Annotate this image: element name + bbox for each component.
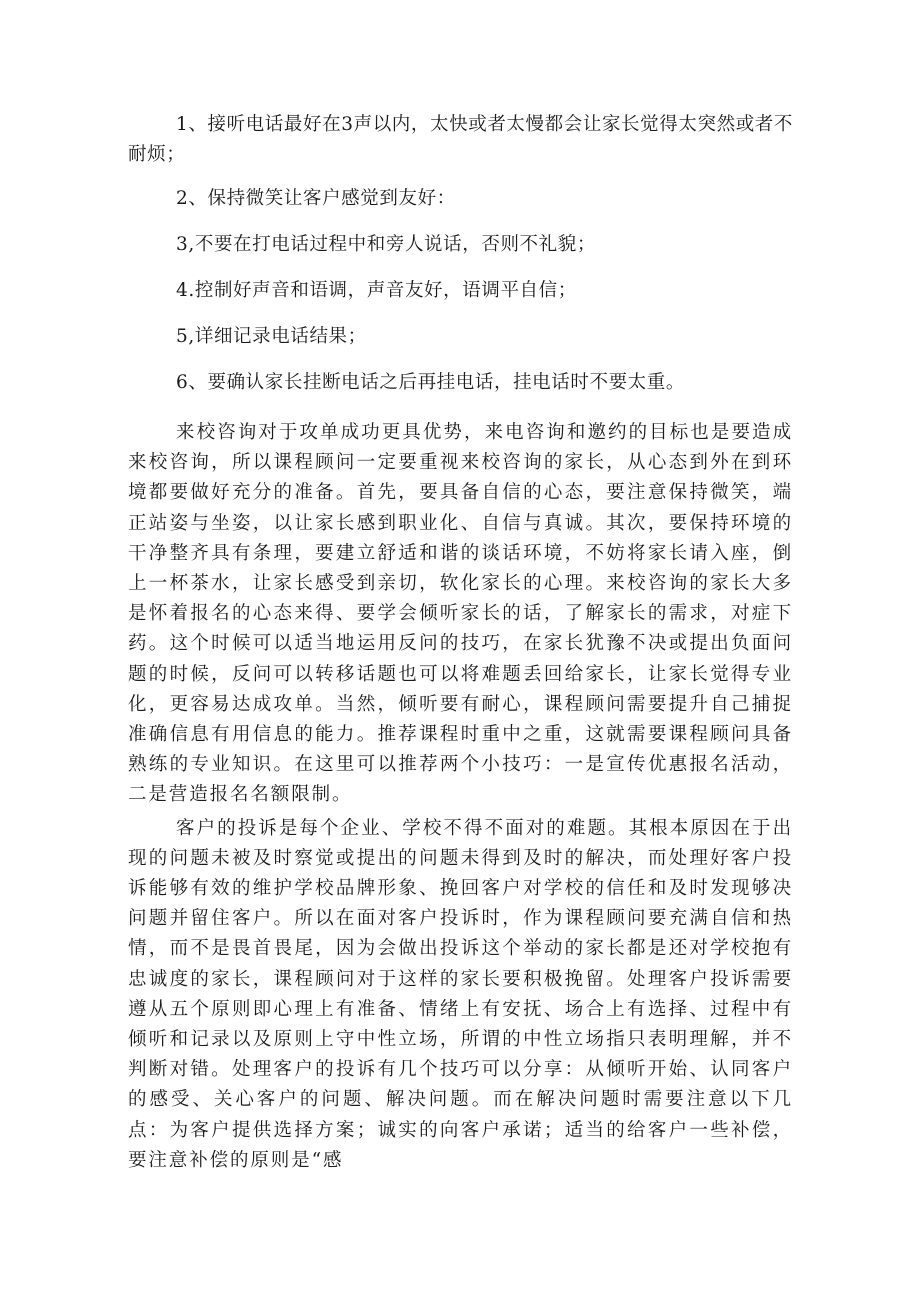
list-item: 5,详细记录电话结果； [176,326,367,347]
paragraph-customer-complaints: 客户的投诉是每个企业、学校不得不面对的难题。其根本原因在于出现的问题未被及时察觉或提出的问题未得到及时的解决，而处理好客户投诉能够有效的维护学校品牌形象、挽回客户对学校的信任和及时发现够决问题并留住客户。所以在面对客户投诉时，作为课程顾问要充满自信和热情，而不是畏首畏尾，因为会做出投诉这个举动的家长都是还对学校抱有忠诚度的家长，课程顾问对于这样的家长要积极挽留。处理客户投诉需要遵从五个原则即心理上有准备、情绪上有安抚、场合上有选择、过程中有倾听和记录以及原则上守中性立场，所谓的中性立场指只表明理解，并不判断对错。处理客户的投诉有几个技巧可以分享：从倾听开始、认同客户的感受、关心客户的问题、解决问题。而在解决问题时需要注意以下几点：为客户提供选择方案；诚实的向客户承诺；适当的给客户一些补偿，要注意补偿的原则是“感 [128,817,793,1171]
list-item: 3,不要在打电话过程中和旁人说话，否则不礼貌； [176,234,596,255]
list-item: 6、要确认家长挂断电话之后再挂电话，挂电话时不要太重。 [176,372,685,393]
document-body [128,110,793,1176]
list-item: 2、保持微笑让客户感觉到友好： [176,188,456,209]
list-item: 4.控制好声音和语调，声音友好，语调平自信； [176,280,577,301]
paragraph-school-consultation: 来校咨询对于攻单成功更具优势，来电咨询和邀约的目标也是要造成来校咨询，所以课程顾问一定要重视来校咨询的家长，从心态到外在到环境都要做好充分的准备。首先，要具备自信的心态，要注意保持微笑，端正站姿与坐姿，以让家长感到职业化、自信与真诚。其次，要保持环境的干净整齐具有条理，要建立舒适和谐的谈话环境，不妨将家长请入座，倒上一杯茶水，让家长感受到亲切，软化家长的心理。来校咨询的家长大多是怀着报名的心态来得、要学会倾听家长的话，了解家长的需求，对症下药。这个时候可以适当地运用反问的技巧，在家长犹豫不决或提出负面问题的时候，反问可以转移话题也可以将难题丢回给家长，让家长觉得专业化，更容易达成攻单。当然，倾听要有耐心，课程顾问需要提升自己捕捉准确信息有用信息的能力。推荐课程时重中之重，这就需要课程顾问具备熟练的专业知识。在这里可以推荐两个小技巧：一是宣传优惠报名活动，二是营造报名名额限制。 [128,422,793,806]
list-item: 1、接听电话最好在3声以内，太快或者太慢都会让家长觉得太突然或者不耐烦； [128,114,793,165]
